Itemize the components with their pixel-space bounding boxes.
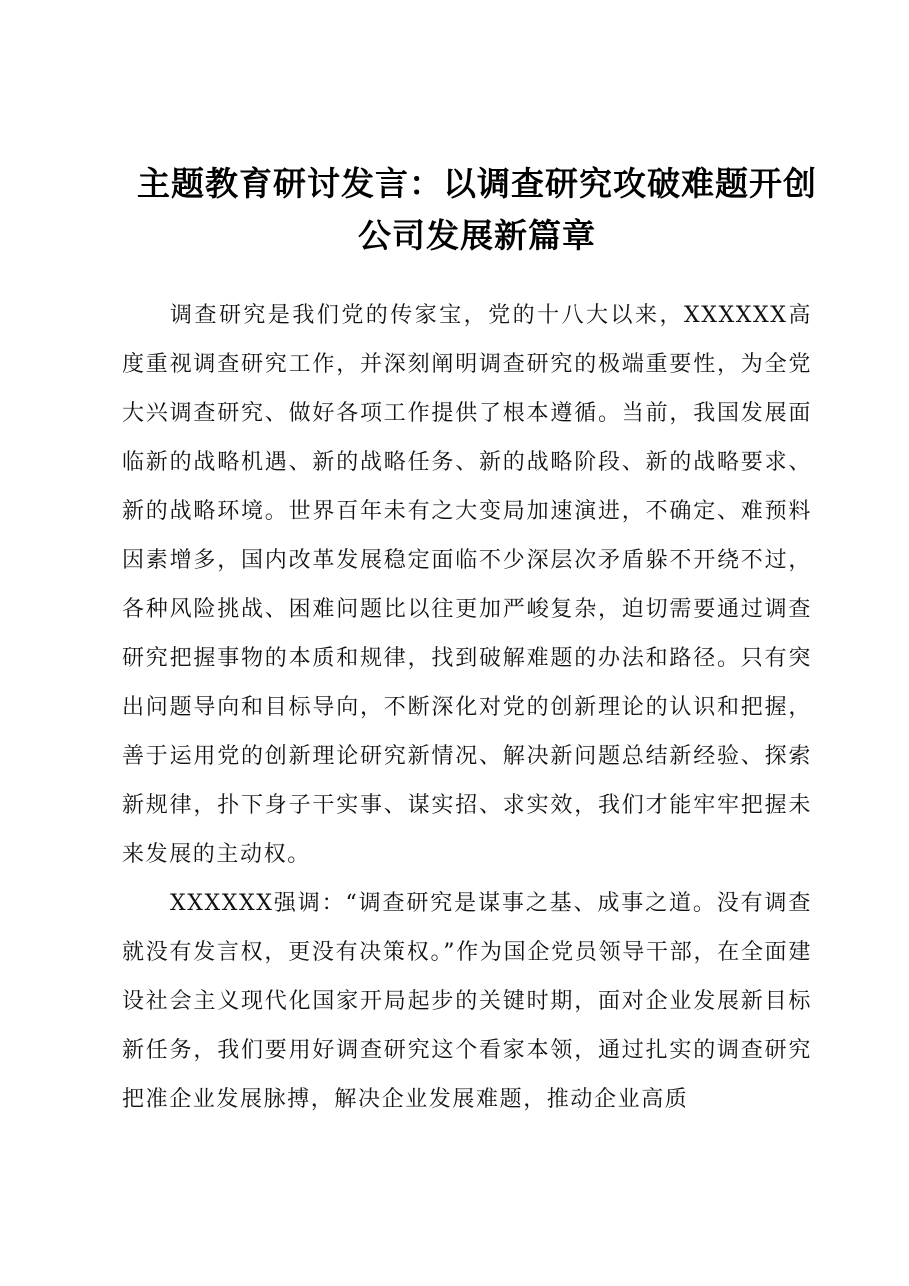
paragraph-1: 调查研究是我们党的传家宝，党的十八大以来，XXXXXX高度重视调查研究工作，并深刻阐明调查研究的极端重要性，为全党大兴调查研究、做好各项工作提供了根本遵循。当前，我国发展面临新的战略机遇、新的战略任务、新的战略阶段、新的战略要求、新的战略环境。世界百年未有之大变局加速演进，不确定、难预料因素增多，国内改革发展稳定面临不少深层次矛盾躲不开绕不过，各种风险挑战、困难问题比以往更加严峻复杂，迫切需要通过调查研究把握事物的本质和规律，找到破解难题的办法和路径。只有突出问题导向和目标导向，不断深化对党的创新理论的认识和把握，善于运用党的创新理论研究新情况、解决新问题总结新经验、探索新规律，扑下身子干实事、谋实招、求实效，我们才能牢牢把握未来发展的主动权。	[122, 303, 812, 867]
paragraph-2: XXXXXX强调：“调查研究是谋事之基、成事之道。没有调查就没有发言权，更没有决策权。”作为国企党员领导干部，在全面建设社会主义现代化国家开局起步的关键时期，面对企业发展新目标新任务，我们要用好调查研究这个看家本领，通过扎实的调查研究把准企业发展脉搏，解决企业发展难题，推动企业高质	[122, 891, 812, 1112]
document-title: 主题教育研讨发言：以调查研究攻破难题开创公司发展新篇章	[137, 164, 817, 255]
document-body	[122, 291, 812, 1124]
